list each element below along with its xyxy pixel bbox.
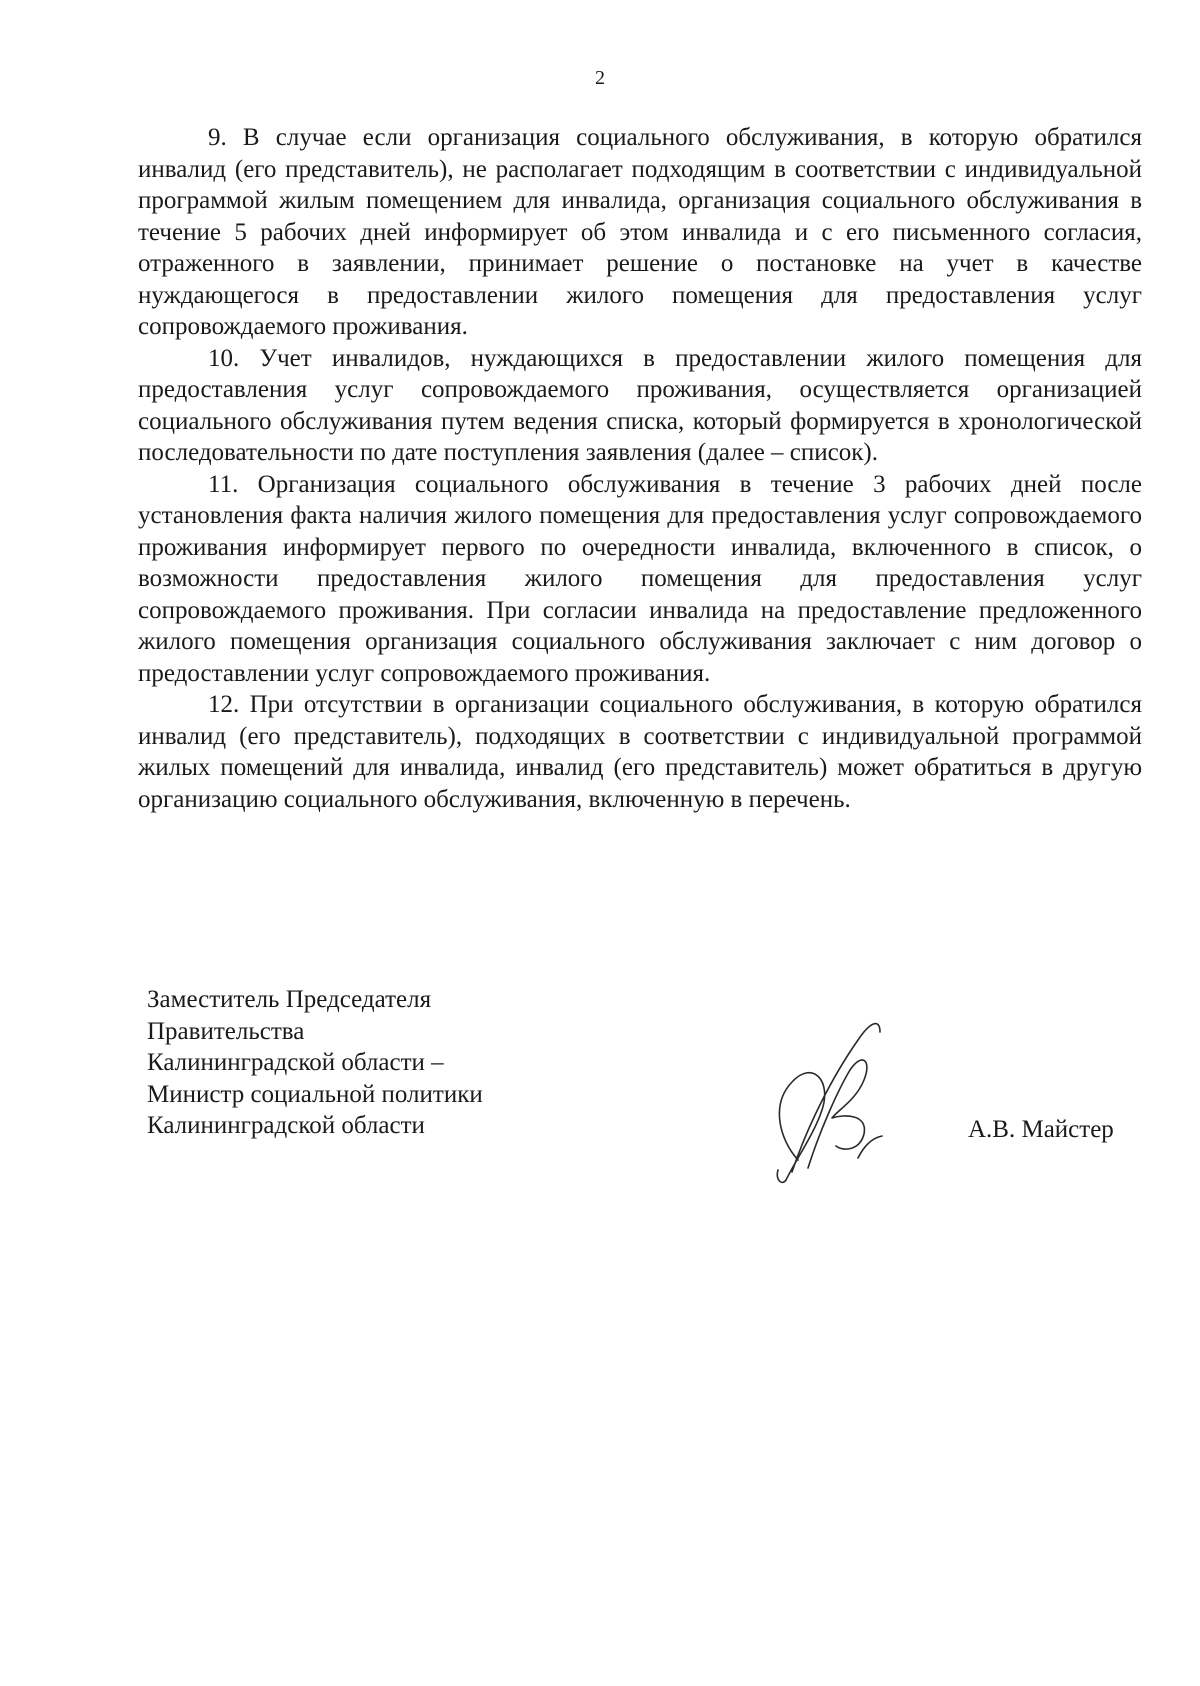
handwritten-signature — [740, 1010, 910, 1185]
paragraph-11: 11. Организация социального обслуживания в течение 3 рабочих дней после установления факта наличия жилого помещения для предоставления услуг сопровождаемого проживания информирует первого по очередности инвалида, включенного в список, о возможности предоставления жилого помещения для предоставления услуг сопровождаемого проживания. При согласии инвалида на предоставление предложенного жилого помещения организация социального обслуживания заключает с ним договор о предоставлении услуг сопровождаемого проживания. — [138, 470, 1142, 687]
document-body — [138, 122, 1142, 815]
signature-stroke — [777, 1073, 824, 1183]
position-line: Министр социальной политики — [147, 1080, 483, 1108]
position-line: Калининградской области – — [147, 1049, 444, 1076]
paragraph-12: 12. При отсутствии в организации социального обслуживания, в которую обратился инвалид (его представитель), подходящих в соответствии с индивидуальной программой жилых помещений для инвалида, инвалид (его представитель) может обратиться в другую организацию социального обслуживания, включенную в перечень. — [138, 691, 1142, 813]
paragraph-10: 10. Учет инвалидов, нуждающихся в предоставлении жилого помещения для предоставления услуг сопровождаемого проживания, осуществляется организацией социального обслуживания путем ведения списка, который формируется в хронологической последовательности по дате поступления заявления (далее – список). — [138, 344, 1142, 466]
paragraph-9: 9. В случае если организация социального обслуживания, в которую обратился инвалид (его представитель), не располагает подходящим в соответствии с индивидуальной программой жилым помещением для инвалида, организация социального обслуживания в течение 5 рабочих дней информирует об этом инвалида и с его письменного согласия, отраженного в заявлении, принимает решение о постановке на учет в качестве нуждающегося в предоставлении жилого помещения для предоставления услуг сопровождаемого проживания. — [138, 124, 1142, 340]
position-line: Заместитель Председателя — [147, 986, 432, 1013]
position-line: Калининградской области — [147, 1112, 425, 1139]
signatory-position — [147, 984, 483, 1142]
position-line: Правительства — [147, 1017, 305, 1045]
signatory-name: А.В. Майстер — [968, 1116, 1114, 1143]
page-number: 2 — [595, 67, 605, 89]
